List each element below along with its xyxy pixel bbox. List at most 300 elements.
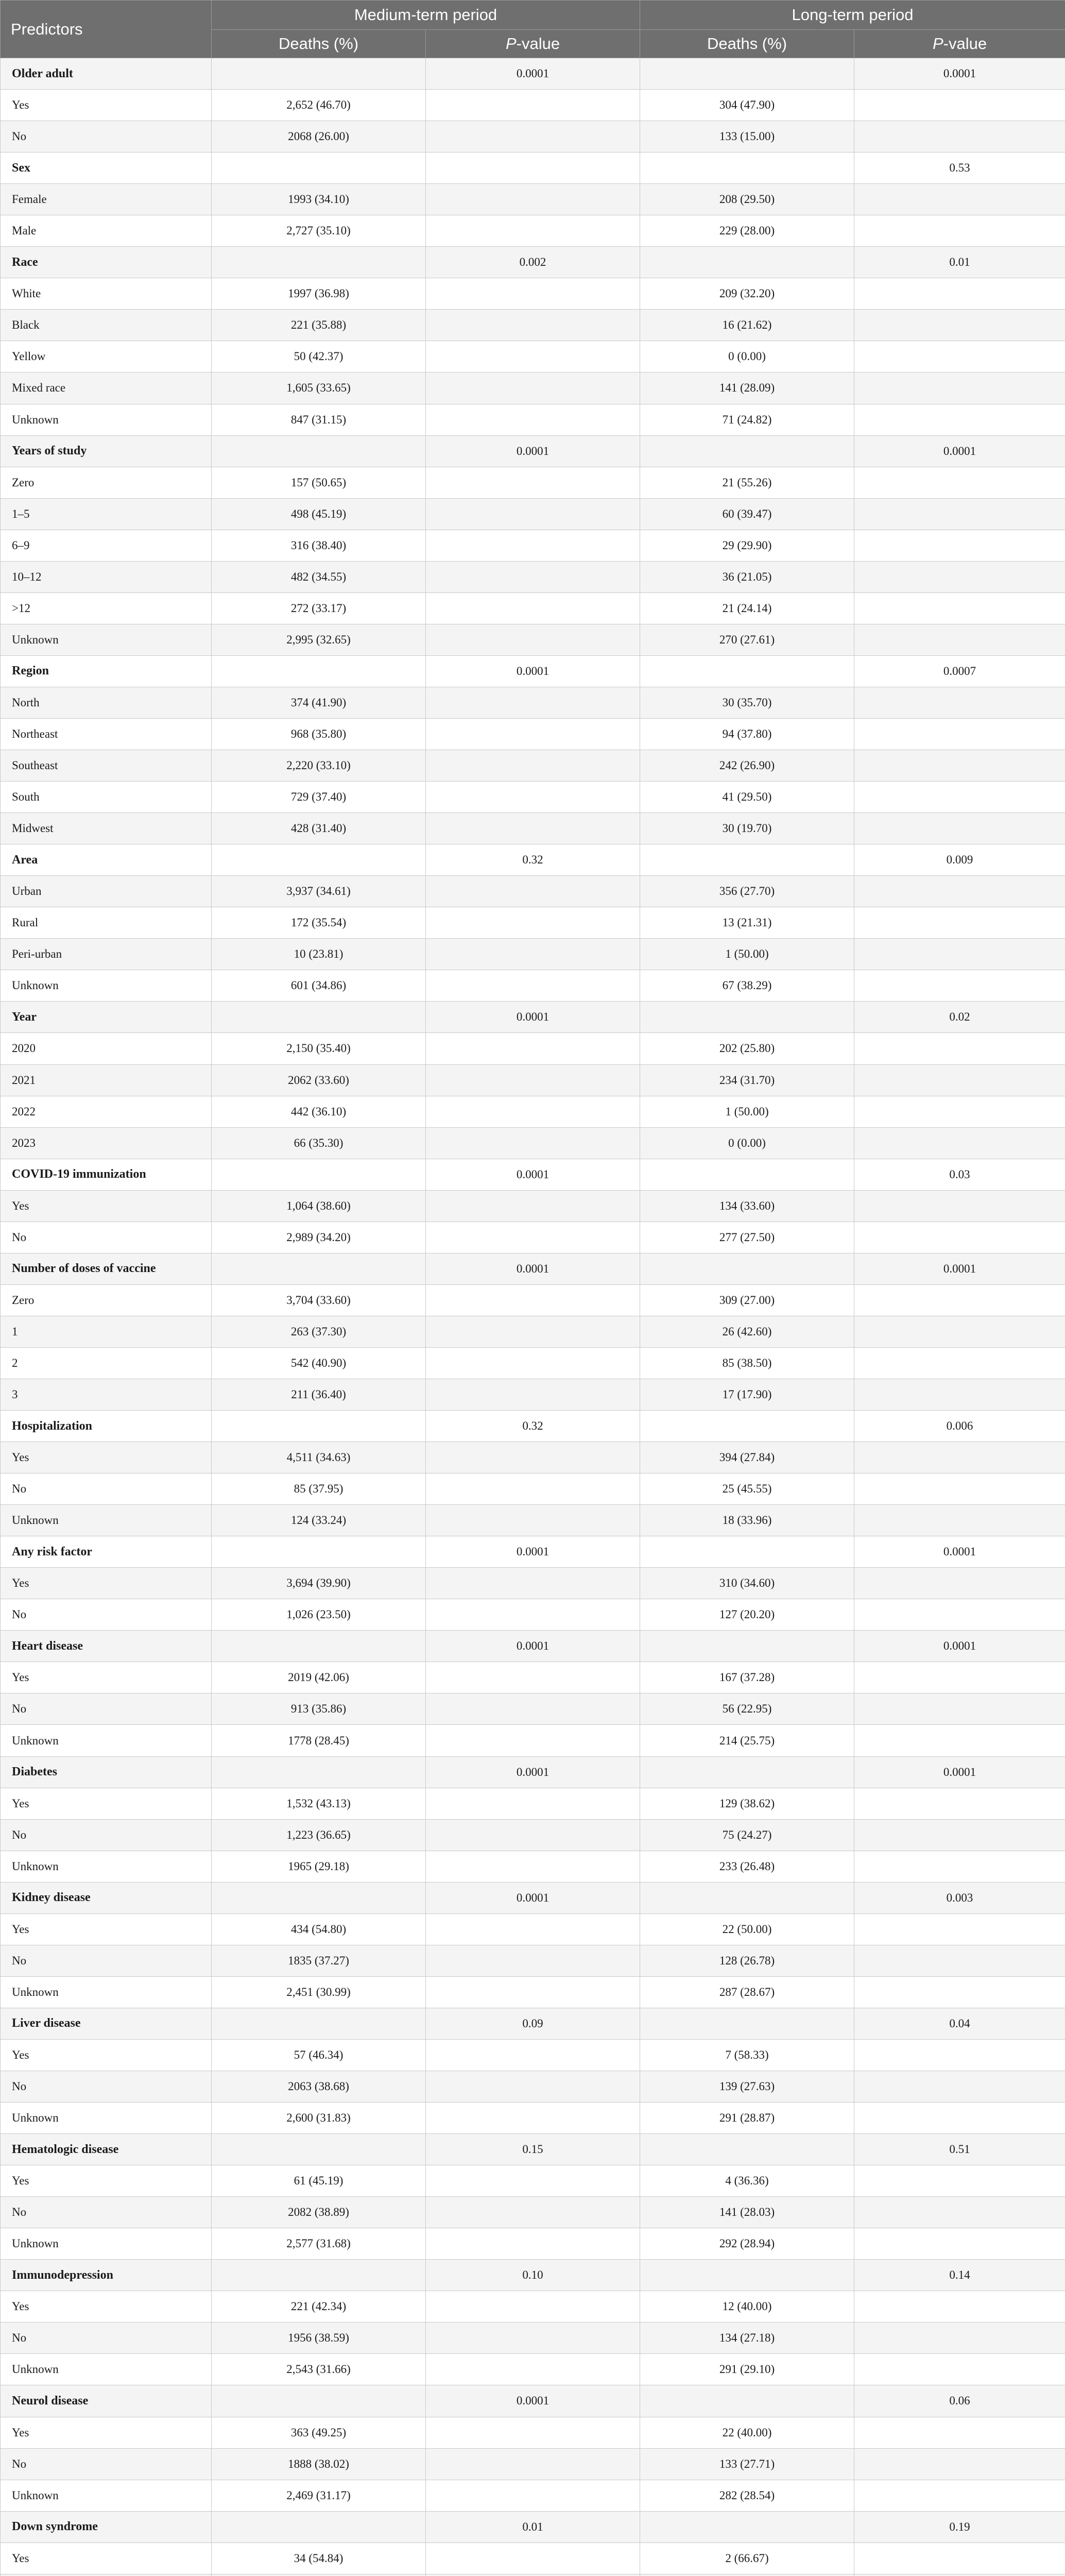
medium-pvalue-cell	[426, 1033, 640, 1064]
medium-deaths-cell: 2,220 (33.10)	[212, 750, 426, 782]
table-row	[1, 1379, 1065, 1410]
table-row	[1, 1788, 1065, 1819]
medium-deaths-cell: 221 (42.34)	[212, 2291, 426, 2323]
pvalue-italic-p: P	[505, 35, 517, 53]
long-deaths-cell: 21 (24.14)	[640, 592, 854, 624]
table-row	[1, 1913, 1065, 1945]
medium-deaths-cell: 498 (45.19)	[212, 498, 426, 530]
long-deaths-cell	[640, 1631, 854, 1662]
long-deaths-cell: 309 (27.00)	[640, 1284, 854, 1316]
long-pvalue-cell: 0.0001	[854, 1756, 1065, 1788]
predictor-category-label: Hospitalization	[1, 1411, 212, 1442]
predictor-level-label: >12	[1, 592, 212, 624]
predictor-level-label: Unknown	[1, 1851, 212, 1882]
long-pvalue-cell	[854, 1945, 1065, 1976]
category-row	[1, 1536, 1065, 1568]
long-deaths-cell: 36 (21.05)	[640, 561, 854, 592]
medium-deaths-cell: 482 (34.55)	[212, 561, 426, 592]
medium-deaths-cell: 601 (34.86)	[212, 970, 426, 1002]
table-row	[1, 2354, 1065, 2385]
medium-deaths-cell: 2063 (38.68)	[212, 2071, 426, 2103]
predictor-level-label: Peri-urban	[1, 939, 212, 970]
table-row	[1, 90, 1065, 121]
predictor-level-label: No	[1, 1819, 212, 1851]
long-deaths-cell: 134 (33.60)	[640, 1190, 854, 1222]
long-deaths-cell: 202 (25.80)	[640, 1033, 854, 1064]
medium-pvalue-cell	[426, 1976, 640, 2008]
long-pvalue-cell	[854, 813, 1065, 844]
medium-pvalue-cell	[426, 718, 640, 750]
medium-pvalue-cell	[426, 813, 640, 844]
long-pvalue-cell	[854, 876, 1065, 907]
medium-deaths-cell: 2,652 (46.70)	[212, 90, 426, 121]
medium-deaths-cell: 2,727 (35.10)	[212, 215, 426, 247]
predictor-category-label: Area	[1, 844, 212, 876]
long-pvalue-cell: 0.19	[854, 2511, 1065, 2543]
medium-deaths-cell: 2068 (26.00)	[212, 121, 426, 152]
long-pvalue-cell: 0.006	[854, 1411, 1065, 1442]
long-deaths-cell: 310 (34.60)	[640, 1568, 854, 1599]
medium-pvalue-cell	[426, 1945, 640, 1976]
long-deaths-cell: 26 (42.60)	[640, 1316, 854, 1347]
medium-pvalue-cell	[426, 939, 640, 970]
medium-deaths-cell: 3,937 (34.61)	[212, 876, 426, 907]
long-pvalue-cell	[854, 592, 1065, 624]
predictor-level-label: Male	[1, 215, 212, 247]
long-pvalue-cell: 0.53	[854, 152, 1065, 184]
medium-deaths-cell	[212, 2574, 426, 2576]
long-deaths-cell: 4 (36.36)	[640, 2165, 854, 2197]
medium-deaths-cell	[212, 1536, 426, 1568]
long-deaths-cell	[640, 2574, 854, 2576]
long-pvalue-cell	[854, 1442, 1065, 1473]
long-pvalue-cell	[854, 2291, 1065, 2323]
long-deaths-cell: 139 (27.63)	[640, 2071, 854, 2103]
table-row	[1, 404, 1065, 435]
medium-pvalue-cell	[426, 750, 640, 782]
medium-deaths-cell: 263 (37.30)	[212, 1316, 426, 1347]
table-row	[1, 1599, 1065, 1631]
medium-deaths-cell: 968 (35.80)	[212, 718, 426, 750]
medium-pvalue-cell	[426, 1505, 640, 1536]
medium-deaths-cell: 1,532 (43.13)	[212, 1788, 426, 1819]
medium-deaths-cell	[212, 1002, 426, 1033]
medium-deaths-cell: 1835 (37.27)	[212, 1945, 426, 1976]
table-row	[1, 121, 1065, 152]
medium-pvalue-cell	[426, 1284, 640, 1316]
long-pvalue-cell: 0.06	[854, 2385, 1065, 2417]
long-pvalue-cell	[854, 2480, 1065, 2511]
predictor-level-label: No	[1, 1222, 212, 1253]
medium-pvalue-cell	[426, 1913, 640, 1945]
long-deaths-cell: 22 (50.00)	[640, 1913, 854, 1945]
medium-deaths-cell: 1,223 (36.65)	[212, 1819, 426, 1851]
medium-pvalue-cell	[426, 1788, 640, 1819]
medium-deaths-cell	[212, 1411, 426, 1442]
predictor-level-label: Rural	[1, 907, 212, 939]
long-pvalue-cell: 0.51	[854, 2134, 1065, 2165]
predictor-category-label: Liver disease	[1, 2008, 212, 2039]
table-row	[1, 1127, 1065, 1159]
medium-pvalue-cell: 0.0001	[426, 1536, 640, 1568]
medium-deaths-cell	[212, 844, 426, 876]
medium-pvalue-cell	[426, 1662, 640, 1693]
long-deaths-cell: 394 (27.84)	[640, 1442, 854, 1473]
medium-pvalue-cell	[426, 2448, 640, 2480]
medium-deaths-cell: 57 (46.34)	[212, 2039, 426, 2071]
medium-pvalue-cell	[426, 876, 640, 907]
long-deaths-cell: 13 (21.31)	[640, 907, 854, 939]
table-row	[1, 467, 1065, 498]
long-pvalue-cell	[854, 1222, 1065, 1253]
long-deaths-cell	[640, 2260, 854, 2291]
long-deaths-cell: 12 (40.00)	[640, 2291, 854, 2323]
medium-pvalue-cell	[426, 90, 640, 121]
predictor-level-label: No	[1, 2323, 212, 2354]
predictor-level-label: Unknown	[1, 2103, 212, 2134]
medium-deaths-cell: 1956 (38.59)	[212, 2323, 426, 2354]
predictor-level-label: No	[1, 1945, 212, 1976]
long-deaths-cell: 2 (66.67)	[640, 2543, 854, 2574]
long-pvalue-cell	[854, 1473, 1065, 1505]
long-pvalue-cell	[854, 2574, 1065, 2576]
predictor-level-label: No	[1, 121, 212, 152]
predictor-level-label: Unknown	[1, 1725, 212, 1756]
long-deaths-cell: 30 (35.70)	[640, 687, 854, 718]
long-pvalue-cell	[854, 2165, 1065, 2197]
long-deaths-cell	[640, 844, 854, 876]
medium-pvalue-cell	[426, 1442, 640, 1473]
predictor-level-label: Yes	[1, 2291, 212, 2323]
medium-pvalue-cell	[426, 2291, 640, 2323]
medium-pvalue-cell	[426, 467, 640, 498]
medium-pvalue-cell: 0.09	[426, 2008, 640, 2039]
medium-deaths-cell: 1997 (36.98)	[212, 278, 426, 310]
long-pvalue-cell: 0.0001	[854, 1253, 1065, 1284]
long-pvalue-cell	[854, 121, 1065, 152]
table-row	[1, 907, 1065, 939]
predictor-level-label: No	[1, 1599, 212, 1631]
predictor-category-label: Race	[1, 247, 212, 278]
long-pvalue-cell	[854, 687, 1065, 718]
long-pvalue-cell: 0.009	[854, 844, 1065, 876]
table-row	[1, 561, 1065, 592]
long-deaths-cell: 282 (28.54)	[640, 2480, 854, 2511]
table-row	[1, 876, 1065, 907]
long-pvalue-cell	[854, 341, 1065, 372]
medium-deaths-cell: 1,064 (38.60)	[212, 1190, 426, 1222]
table-row	[1, 2165, 1065, 2197]
table-row	[1, 2417, 1065, 2448]
medium-pvalue-cell: 0.0001	[426, 655, 640, 687]
long-pvalue-cell	[854, 1505, 1065, 1536]
predictor-level-label: Unknown	[1, 1976, 212, 2008]
long-pvalue-cell	[854, 184, 1065, 215]
medium-pvalue-cell	[426, 310, 640, 341]
long-deaths-cell	[640, 1536, 854, 1568]
medium-deaths-cell: 2,600 (31.83)	[212, 2103, 426, 2134]
predictor-category-label: Neurol disease	[1, 2385, 212, 2417]
long-deaths-cell: 0 (0.00)	[640, 1127, 854, 1159]
medium-pvalue-cell: 0.0001	[426, 1002, 640, 1033]
long-pvalue-cell	[854, 278, 1065, 310]
table-row	[1, 372, 1065, 404]
medium-pvalue-cell	[426, 2197, 640, 2228]
predictor-level-label: Unknown	[1, 2228, 212, 2260]
predictor-category-label: Immunodepression	[1, 2260, 212, 2291]
category-row	[1, 152, 1065, 184]
long-pvalue-cell	[854, 2039, 1065, 2071]
medium-pvalue-cell	[426, 1127, 640, 1159]
long-pvalue-cell	[854, 310, 1065, 341]
predictor-level-label: No	[1, 2448, 212, 2480]
predictor-level-label: Yes	[1, 1913, 212, 1945]
long-deaths-cell	[640, 1159, 854, 1190]
header-long-pvalue	[854, 30, 1065, 58]
medium-pvalue-cell	[426, 278, 640, 310]
long-deaths-cell: 128 (26.78)	[640, 1945, 854, 1976]
table-row	[1, 970, 1065, 1002]
long-pvalue-cell: 0.01	[854, 247, 1065, 278]
medium-deaths-cell: 157 (50.65)	[212, 467, 426, 498]
predictor-level-label: Yes	[1, 1442, 212, 1473]
medium-pvalue-cell	[426, 2165, 640, 2197]
medium-pvalue-cell: 0.002	[426, 247, 640, 278]
medium-deaths-cell	[212, 1159, 426, 1190]
long-deaths-cell: 242 (26.90)	[640, 750, 854, 782]
predictor-level-label: 3	[1, 1379, 212, 1410]
long-pvalue-cell	[854, 939, 1065, 970]
medium-pvalue-cell	[426, 624, 640, 655]
medium-deaths-cell: 85 (37.95)	[212, 1473, 426, 1505]
predictor-category-label: Diabetes	[1, 1756, 212, 1788]
table-header	[1, 1, 1065, 58]
medium-deaths-cell: 172 (35.54)	[212, 907, 426, 939]
predictor-level-label: Black	[1, 310, 212, 341]
long-pvalue-cell	[854, 404, 1065, 435]
predictor-level-label: No	[1, 1693, 212, 1725]
medium-deaths-cell: 61 (45.19)	[212, 2165, 426, 2197]
long-pvalue-cell: 0.14	[854, 2260, 1065, 2291]
long-deaths-cell: 287 (28.67)	[640, 1976, 854, 2008]
long-deaths-cell	[640, 2008, 854, 2039]
long-deaths-cell: 67 (38.29)	[640, 970, 854, 1002]
long-deaths-cell	[640, 1882, 854, 1913]
table-row	[1, 1662, 1065, 1693]
long-deaths-cell	[640, 58, 854, 90]
long-deaths-cell: 60 (39.47)	[640, 498, 854, 530]
medium-pvalue-cell: 0.0001	[426, 1882, 640, 1913]
long-deaths-cell: 127 (20.20)	[640, 1599, 854, 1631]
long-pvalue-cell	[854, 1662, 1065, 1693]
medium-deaths-cell	[212, 435, 426, 467]
predictor-level-label: 1–5	[1, 498, 212, 530]
long-pvalue-cell	[854, 2417, 1065, 2448]
medium-pvalue-cell	[426, 1316, 640, 1347]
table-row	[1, 278, 1065, 310]
medium-pvalue-cell	[426, 498, 640, 530]
long-deaths-cell: 270 (27.61)	[640, 624, 854, 655]
long-pvalue-cell	[854, 498, 1065, 530]
medium-pvalue-cell: 0.0001	[426, 1631, 640, 1662]
medium-deaths-cell	[212, 2385, 426, 2417]
long-deaths-cell: 25 (45.55)	[640, 1473, 854, 1505]
long-pvalue-cell	[854, 1064, 1065, 1096]
medium-pvalue-cell	[426, 2323, 640, 2354]
medium-pvalue-cell	[426, 1599, 640, 1631]
medium-deaths-cell: 316 (38.40)	[212, 530, 426, 561]
predictor-level-label: Yes	[1, 1788, 212, 1819]
long-pvalue-cell	[854, 1568, 1065, 1599]
predictor-level-label: North	[1, 687, 212, 718]
medium-pvalue-cell	[426, 372, 640, 404]
pvalue-suffix: -value	[943, 35, 987, 53]
header-medium-pvalue	[426, 30, 640, 58]
category-row	[1, 2008, 1065, 2039]
predictor-level-label	[1, 2574, 212, 2576]
long-deaths-cell: 291 (29.10)	[640, 2354, 854, 2385]
table-row	[1, 2574, 1065, 2576]
medium-deaths-cell	[212, 1756, 426, 1788]
category-row	[1, 2260, 1065, 2291]
predictor-category-label: Sex	[1, 152, 212, 184]
medium-deaths-cell: 1888 (38.02)	[212, 2448, 426, 2480]
predictor-category-label: Year	[1, 1002, 212, 1033]
predictor-level-label: Urban	[1, 876, 212, 907]
medium-pvalue-cell	[426, 782, 640, 813]
predictor-level-label: No	[1, 1473, 212, 1505]
predictor-level-label: Yes	[1, 2417, 212, 2448]
medium-pvalue-cell	[426, 1379, 640, 1410]
long-pvalue-cell: 0.0001	[854, 435, 1065, 467]
table-row	[1, 2228, 1065, 2260]
predictor-category-label: Older adult	[1, 58, 212, 90]
predictor-level-label: 1	[1, 1316, 212, 1347]
table-row	[1, 2480, 1065, 2511]
long-pvalue-cell: 0.0007	[854, 655, 1065, 687]
long-pvalue-cell	[854, 215, 1065, 247]
predictor-level-label: 2022	[1, 1096, 212, 1127]
medium-pvalue-cell	[426, 1851, 640, 1882]
long-pvalue-cell	[854, 1096, 1065, 1127]
predictor-level-label: Midwest	[1, 813, 212, 844]
predictor-category-label: Number of doses of vaccine	[1, 1253, 212, 1284]
medium-deaths-cell: 211 (36.40)	[212, 1379, 426, 1410]
long-deaths-cell: 134 (27.18)	[640, 2323, 854, 2354]
predictor-level-label: Yes	[1, 1190, 212, 1222]
predictor-category-label: Region	[1, 655, 212, 687]
medium-deaths-cell	[212, 1253, 426, 1284]
long-pvalue-cell: 0.03	[854, 1159, 1065, 1190]
long-deaths-cell: 209 (32.20)	[640, 278, 854, 310]
long-pvalue-cell	[854, 1190, 1065, 1222]
medium-deaths-cell	[212, 2260, 426, 2291]
header-medium-term: Medium-term period	[212, 1, 640, 30]
predictor-level-label: Yes	[1, 2039, 212, 2071]
long-pvalue-cell	[854, 1913, 1065, 1945]
predictor-level-label: Zero	[1, 1284, 212, 1316]
long-pvalue-cell: 0.02	[854, 1002, 1065, 1033]
predictor-level-label: Yes	[1, 1662, 212, 1693]
medium-deaths-cell: 1993 (34.10)	[212, 184, 426, 215]
header-long-deaths: Deaths (%)	[640, 30, 854, 58]
medium-pvalue-cell	[426, 1096, 640, 1127]
category-row	[1, 1756, 1065, 1788]
long-pvalue-cell	[854, 1976, 1065, 2008]
long-deaths-cell	[640, 1253, 854, 1284]
medium-pvalue-cell	[426, 2354, 640, 2385]
medium-pvalue-cell	[426, 2417, 640, 2448]
long-deaths-cell: 133 (27.71)	[640, 2448, 854, 2480]
medium-pvalue-cell: 0.0001	[426, 2385, 640, 2417]
long-pvalue-cell	[854, 372, 1065, 404]
medium-pvalue-cell: 0.0001	[426, 1253, 640, 1284]
long-deaths-cell	[640, 1756, 854, 1788]
predictor-category-label: COVID-19 immunization	[1, 1159, 212, 1190]
header-long-term: Long-term period	[640, 1, 1065, 30]
long-pvalue-cell	[854, 970, 1065, 1002]
medium-deaths-cell: 272 (33.17)	[212, 592, 426, 624]
long-pvalue-cell	[854, 1819, 1065, 1851]
long-pvalue-cell	[854, 624, 1065, 655]
long-pvalue-cell	[854, 2354, 1065, 2385]
header-predictors: Predictors	[1, 1, 212, 58]
medium-deaths-cell	[212, 2134, 426, 2165]
pvalue-suffix: -value	[516, 35, 560, 53]
medium-deaths-cell: 221 (35.88)	[212, 310, 426, 341]
medium-pvalue-cell	[426, 530, 640, 561]
medium-deaths-cell: 1,605 (33.65)	[212, 372, 426, 404]
table-row	[1, 2071, 1065, 2103]
medium-deaths-cell: 847 (31.15)	[212, 404, 426, 435]
predictor-category-label: Heart disease	[1, 1631, 212, 1662]
table-row	[1, 1976, 1065, 2008]
long-deaths-cell	[640, 2511, 854, 2543]
medium-deaths-cell: 2,451 (30.99)	[212, 1976, 426, 2008]
medium-pvalue-cell	[426, 1473, 640, 1505]
medium-pvalue-cell: 0.0001	[426, 1159, 640, 1190]
table-row	[1, 2448, 1065, 2480]
long-pvalue-cell	[854, 1599, 1065, 1631]
medium-pvalue-cell	[426, 341, 640, 372]
table-row	[1, 2103, 1065, 2134]
predictor-level-label: Female	[1, 184, 212, 215]
category-row	[1, 1882, 1065, 1913]
table-row	[1, 1064, 1065, 1096]
medium-deaths-cell: 729 (37.40)	[212, 782, 426, 813]
medium-deaths-cell: 66 (35.30)	[212, 1127, 426, 1159]
long-pvalue-cell	[854, 1788, 1065, 1819]
predictor-level-label: Yes	[1, 2543, 212, 2574]
long-pvalue-cell	[854, 1316, 1065, 1347]
table-body	[1, 58, 1065, 2576]
medium-pvalue-cell	[426, 2543, 640, 2574]
long-deaths-cell: 94 (37.80)	[640, 718, 854, 750]
category-row	[1, 1631, 1065, 1662]
medium-deaths-cell: 3,694 (39.90)	[212, 1568, 426, 1599]
category-row	[1, 844, 1065, 876]
predictor-category-label: Down syndrome	[1, 2511, 212, 2543]
predictor-level-label: 10–12	[1, 561, 212, 592]
predictor-level-label: Yes	[1, 90, 212, 121]
medium-pvalue-cell: 0.15	[426, 2134, 640, 2165]
table-row	[1, 310, 1065, 341]
table-row	[1, 1693, 1065, 1725]
table-row	[1, 2197, 1065, 2228]
table-row	[1, 1347, 1065, 1379]
medium-pvalue-cell	[426, 1347, 640, 1379]
long-pvalue-cell	[854, 2323, 1065, 2354]
